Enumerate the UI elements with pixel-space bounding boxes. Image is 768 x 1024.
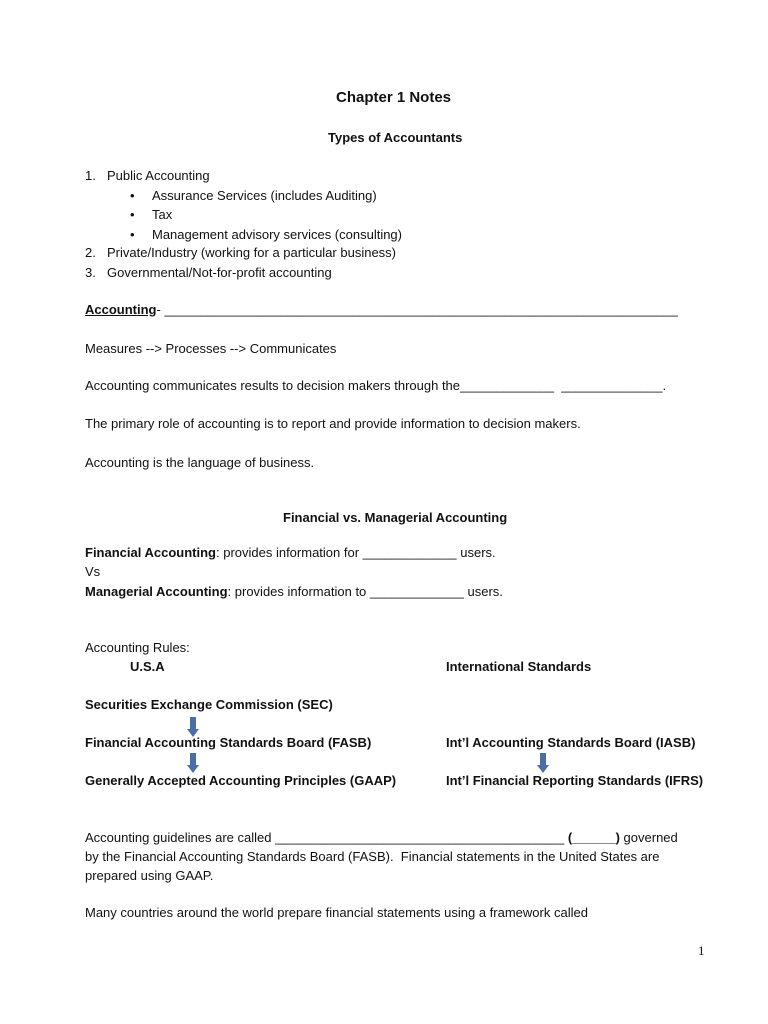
- managerial-label: Managerial Accounting: [85, 584, 228, 599]
- measures-line: Measures --> Processes --> Communicates: [85, 341, 337, 356]
- accounting-definition: [85, 302, 678, 318]
- page-number: 1: [698, 943, 705, 958]
- bullet-glyph: •: [130, 188, 135, 203]
- primary-role-line: The primary role of accounting is to report and provide information to decision makers.: [85, 416, 581, 431]
- gaap-label: Generally Accepted Accounting Principles (GAAP): [85, 773, 397, 788]
- bullet-glyph: •: [130, 227, 135, 242]
- list-item-label: Public Accounting: [107, 168, 210, 183]
- bullet-label: Management advisory services (consulting): [152, 227, 402, 242]
- guidelines-line-1: [85, 830, 678, 846]
- fasb-label: Financial Accounting Standards Board (FASB): [85, 735, 372, 750]
- list-item-label: Private/Industry (working for a particular business): [107, 245, 397, 260]
- arrow-shape: [187, 717, 199, 737]
- list-item-2: [85, 245, 396, 261]
- types-heading: Types of Accountants: [328, 130, 463, 145]
- guidelines-text: Accounting guidelines are called ________________________________________: [85, 830, 568, 845]
- list-item-3: [85, 265, 332, 281]
- page-title: Chapter 1 Notes: [336, 89, 452, 106]
- arrow-shape: [537, 753, 549, 773]
- ifrs-label: Int’l Financial Reporting Standards (IFRS): [446, 773, 704, 788]
- iasb-label: Int’l Accounting Standards Board (IASB): [446, 735, 696, 750]
- bullet-label: Tax: [152, 207, 173, 222]
- intl-heading: International Standards: [446, 659, 592, 674]
- language-line: Accounting is the language of business.: [85, 455, 315, 470]
- bullet-item-1: [130, 188, 377, 204]
- list-item-1: [85, 168, 210, 184]
- down-arrow-icon: [537, 753, 549, 773]
- list-item-label: Governmental/Not-for-profit accounting: [107, 265, 332, 280]
- bullet-item-2: [130, 207, 172, 223]
- rules-label: Accounting Rules:: [85, 640, 190, 655]
- arrow-shape: [187, 753, 199, 773]
- communicates-line: Accounting communicates results to decision makers through the_____________ ______________.: [85, 378, 667, 393]
- bullet-label: Assurance Services (includes Auditing): [152, 188, 377, 203]
- list-number: 2.: [85, 245, 96, 260]
- guidelines-line-2: by the Financial Accounting Standards Board (FASB). Financial statements in the United States are: [85, 849, 660, 864]
- down-arrow-icon: [187, 717, 199, 737]
- accounting-blank: - _______________________________________________________________________: [156, 302, 678, 317]
- financial-label: Financial Accounting: [85, 545, 216, 560]
- sec-label: Securities Exchange Commission (SEC): [85, 697, 333, 712]
- countries-line: Many countries around the world prepare financial statements using a framework called: [85, 905, 588, 920]
- bullet-item-3: [130, 227, 402, 243]
- financial-line: [85, 545, 496, 561]
- financial-text: : provides information for _____________ users.: [215, 545, 496, 560]
- fin-vs-man-heading: Financial vs. Managerial Accounting: [283, 510, 508, 525]
- bullet-glyph: •: [130, 207, 135, 222]
- guidelines-governed: governed: [619, 830, 678, 845]
- list-number: 3.: [85, 265, 96, 280]
- list-number: 1.: [85, 168, 96, 183]
- managerial-line: [85, 584, 503, 600]
- down-arrow-icon: [187, 753, 199, 773]
- vs-line: Vs: [85, 564, 101, 579]
- usa-heading: U.S.A: [130, 659, 165, 674]
- managerial-text: : provides information to _____________ users.: [227, 584, 503, 599]
- accounting-label: Accounting: [85, 302, 157, 317]
- guidelines-acronym-blank: (______): [567, 830, 620, 845]
- guidelines-line-3: prepared using GAAP.: [85, 868, 214, 883]
